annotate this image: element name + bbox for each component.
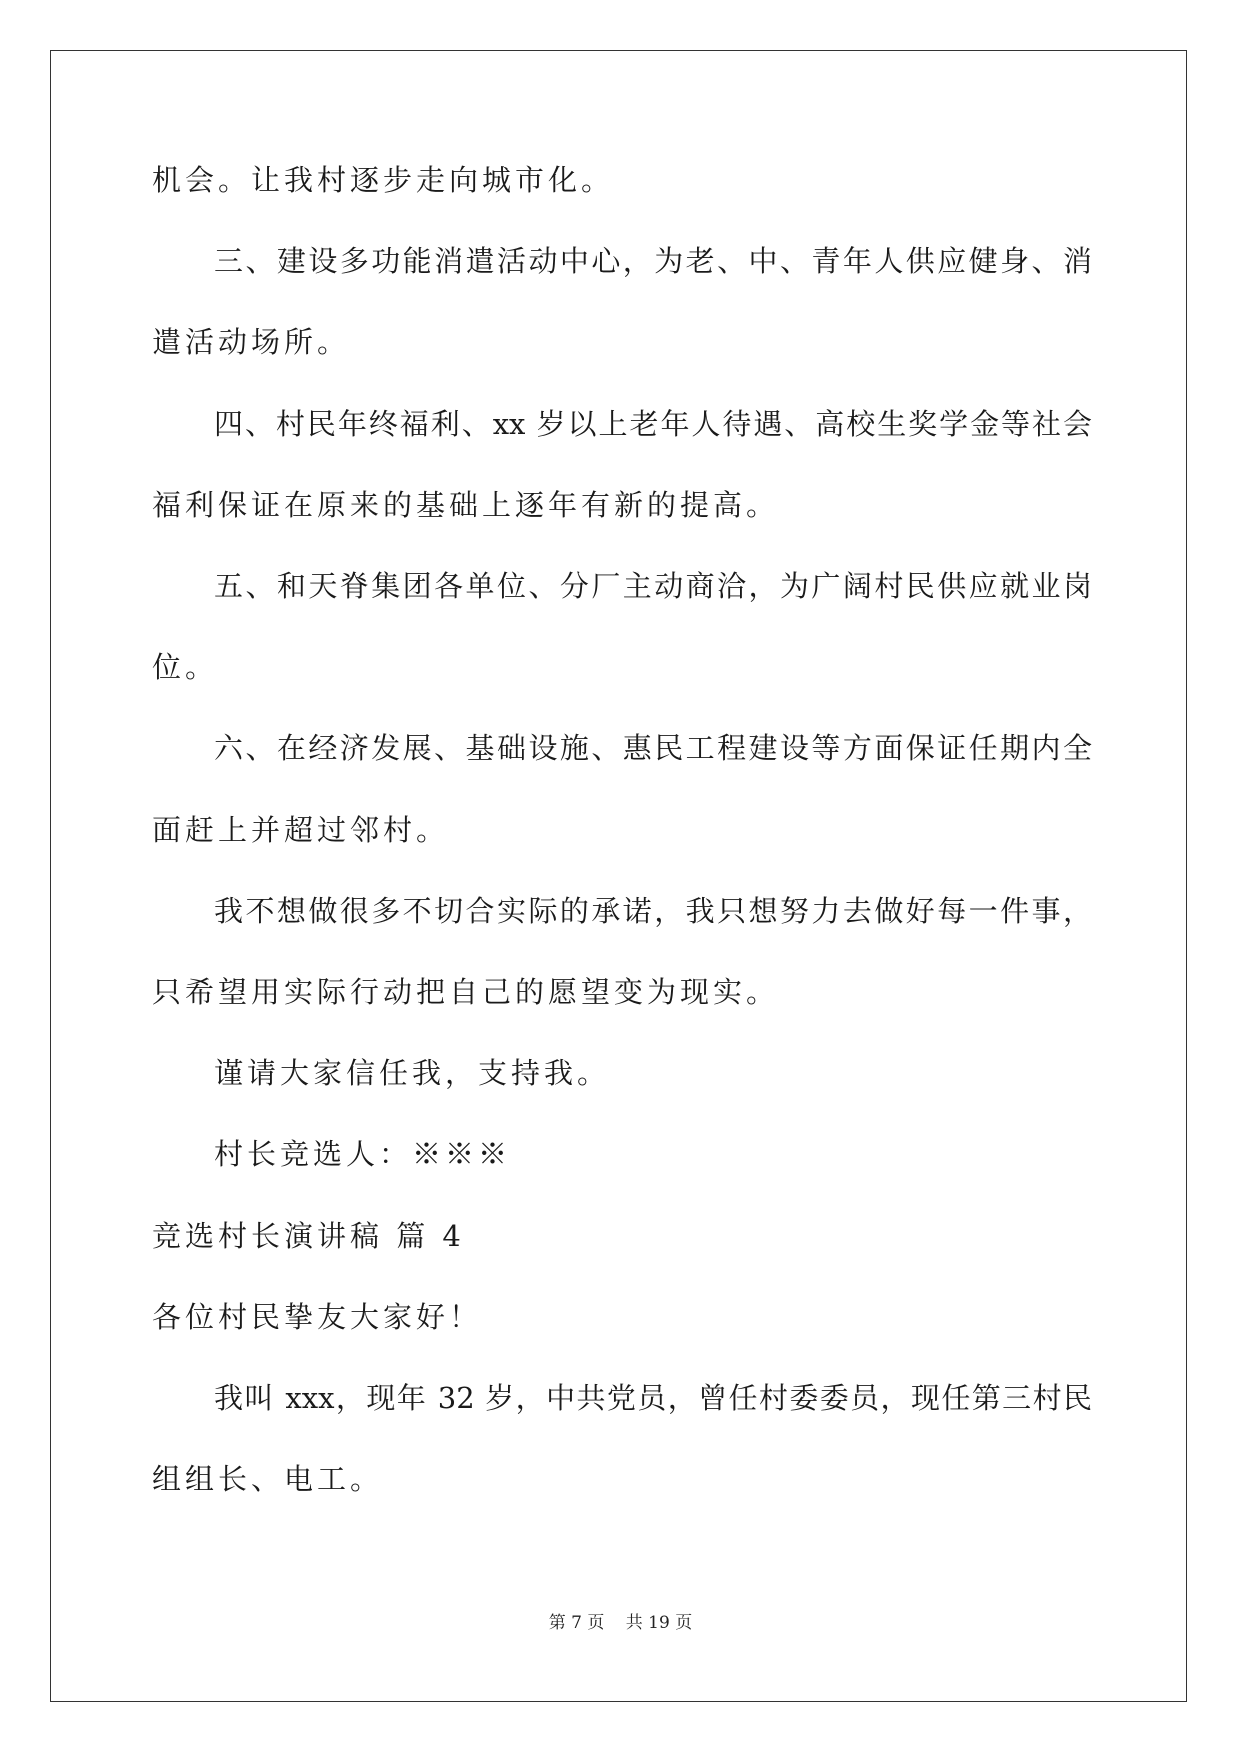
paragraph-line: 四、村民年终福利、xx 岁以上老年人待遇、高校生奖学金等社会 — [214, 407, 1092, 441]
page-footer — [0, 1613, 1241, 1633]
section-heading: 竞选村长演讲稿 篇 4 — [152, 1219, 465, 1253]
page-border — [50, 50, 1187, 1702]
paragraph-line: 五、和天脊集团各单位、分厂主动商洽，为广阔村民供应就业岗 — [214, 569, 1092, 603]
paragraph-line: 只希望用实际行动把自己的愿望变为现实。 — [152, 975, 780, 1009]
paragraph-line: 福利保证在原来的基础上逐年有新的提高。 — [152, 488, 780, 522]
paragraph-line: 六、在经济发展、基础设施、惠民工程建设等方面保证任期内全 — [214, 731, 1092, 765]
paragraph-line: 遣活动场所。 — [152, 325, 351, 359]
paragraph-line: 组组长、电工。 — [152, 1462, 384, 1496]
paragraph-line: 谨请大家信任我，支持我。 — [214, 1056, 611, 1090]
greeting-line: 各位村民挚友大家好！ — [152, 1300, 483, 1334]
paragraph-line: 位。 — [152, 650, 219, 684]
paragraph-line: 面赶上并超过邻村。 — [152, 813, 450, 847]
page-number-current: 第 7 页 — [548, 1613, 605, 1633]
signature-line: 村长竞选人：※※※ — [214, 1137, 512, 1171]
page-number-total: 共 19 页 — [625, 1613, 693, 1633]
paragraph-line: 机会。让我村逐步走向城市化。 — [152, 163, 615, 197]
paragraph-line: 我不想做很多不切合实际的承诺，我只想努力去做好每一件事， — [214, 894, 1092, 928]
paragraph-line: 三、建设多功能消遣活动中心，为老、中、青年人供应健身、消 — [214, 244, 1092, 278]
paragraph-line: 我叫 xxx，现年 32 岁，中共党员，曾任村委委员，现任第三村民 — [214, 1381, 1092, 1415]
